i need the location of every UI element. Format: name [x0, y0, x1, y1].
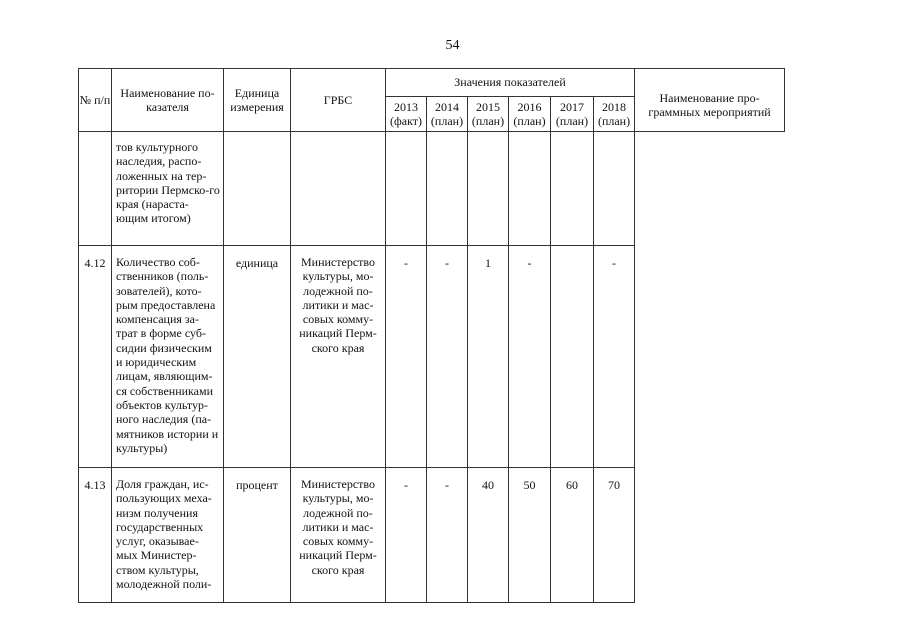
- cell-value-2017: 60: [551, 468, 594, 603]
- cell-value-2013: [386, 132, 427, 246]
- header-grbs: ГРБС: [291, 69, 386, 132]
- year-label: 2017: [560, 99, 584, 114]
- table-row: [79, 468, 785, 603]
- header-year-2014: [427, 97, 468, 132]
- cell-value-2016: 50: [509, 468, 551, 603]
- year-label: 2014: [435, 99, 459, 114]
- cell-value-2016: -: [509, 246, 551, 468]
- cell-num: 4.12: [79, 246, 112, 468]
- cell-num: 4.13: [79, 468, 112, 603]
- cell-value-2015: [468, 132, 509, 246]
- year-type: (план): [513, 114, 546, 128]
- year-type: (план): [555, 114, 589, 128]
- cell-value-2013: -: [386, 246, 427, 468]
- cell-unit: [224, 132, 291, 246]
- header-year-2018: [594, 97, 635, 132]
- header-year-2017: [551, 97, 594, 132]
- cell-unit: процент: [224, 468, 291, 603]
- year-label: 2018: [602, 99, 627, 114]
- cell-indicator-name: тов культурного наследия, распо-ложенных на тер-ритории Пермско-го края (нараста-ющим итогом): [112, 132, 224, 246]
- cell-value-2015: 40: [468, 468, 509, 603]
- header-indicator-name: Наименование по-казателя: [112, 69, 224, 132]
- cell-value-2014: -: [427, 468, 468, 603]
- cell-grbs: [291, 132, 386, 246]
- cell-value-2015: 1: [468, 246, 509, 468]
- header-program-events-label: Наименование про-граммных мероприятий: [648, 91, 771, 120]
- cell-value-2017: [551, 246, 594, 468]
- cell-grbs: Министерство культуры, мо-лодежной по-литики и мас-совых комму-никаций Перм-ского края: [291, 246, 386, 468]
- header-year-2015: [468, 97, 509, 132]
- cell-value-2014: [427, 132, 468, 246]
- cell-value-2018: [594, 132, 635, 246]
- year-type: (факт): [389, 114, 422, 128]
- header-year-2016: [509, 97, 551, 132]
- header-unit: Единица измерения: [224, 69, 291, 132]
- cell-value-2016: [509, 132, 551, 246]
- year-label: 2013: [394, 99, 418, 114]
- cell-value-2013: -: [386, 468, 427, 603]
- header-year-2013: [386, 97, 427, 132]
- cell-value-2018: -: [594, 246, 635, 468]
- cell-indicator-name: Количество соб-ственников (поль-зователей), кото-рым предоставлена компенсация за-трат в форме суб-сидии физическим и юридическим лицам, являющим-ся собственниками объектов культур-ного наследия (па-мятников истории и культуры): [112, 246, 224, 468]
- table-row: [79, 132, 785, 246]
- header-num: № п/п: [79, 69, 112, 132]
- year-label: 2015: [476, 99, 500, 114]
- year-type: (план): [430, 114, 464, 128]
- indicators-table: [78, 68, 785, 603]
- cell-value-2017: [551, 132, 594, 246]
- year-label: 2016: [517, 99, 542, 114]
- header-program-events: [635, 69, 785, 132]
- cell-grbs: Министерство культуры, мо-лодежной по-литики и мас-совых комму-никаций Перм-ского края: [291, 468, 386, 603]
- header-values-group: Значения показателей: [386, 69, 635, 97]
- year-type: (план): [597, 114, 631, 128]
- cell-value-2014: -: [427, 246, 468, 468]
- page-number: 54: [445, 38, 460, 53]
- cell-unit: единица: [224, 246, 291, 468]
- cell-indicator-name: Доля граждан, ис-пользующих меха-низм получения государственных услуг, оказывае-мых Министер-ством культуры, молодежной поли-: [112, 468, 224, 603]
- table-row: [79, 246, 785, 468]
- cell-value-2018: 70: [594, 468, 635, 603]
- cell-num: [79, 132, 112, 246]
- year-type: (план): [471, 114, 505, 128]
